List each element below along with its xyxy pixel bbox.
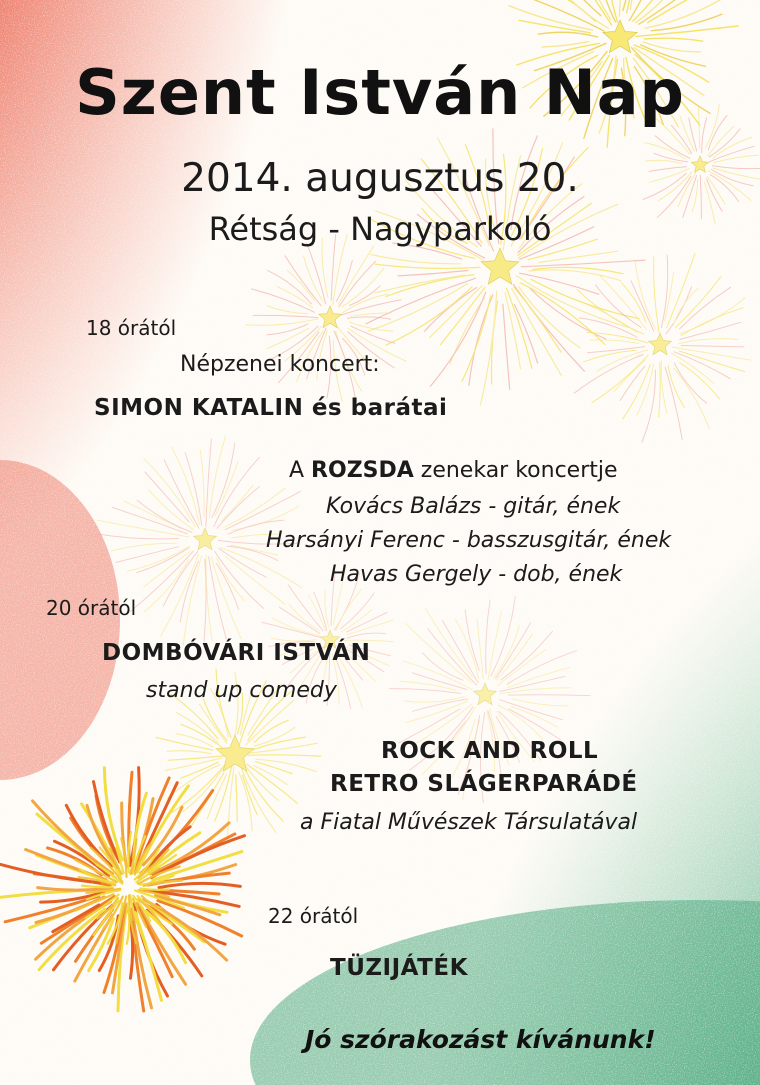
comedian-name: DOMBÓVÁRI ISTVÁN [102, 640, 371, 666]
fireworks-label: TÜZIJÁTÉK [330, 955, 468, 981]
time-18: 18 órától [86, 316, 177, 340]
comedy-subtitle: stand up comedy [146, 678, 337, 703]
folk-performer-name: SIMON KATALIN [94, 395, 304, 421]
folk-performer [94, 395, 447, 421]
band-member: Havas Gergely - dob, ének [330, 562, 623, 587]
closing-greeting: Jó szórakozást kívánunk! [305, 1025, 656, 1054]
rock-title-line2: RETRO SLÁGERPARÁDÉ [330, 771, 638, 797]
band-member: Kovács Balázs - gitár, ének [326, 494, 621, 519]
band-suffix: zenekar koncertje [413, 458, 618, 483]
folk-performer-suffix: és barátai [303, 395, 448, 421]
event-location: Rétság - Nagyparkoló [208, 210, 552, 248]
event-date: 2014. augusztus 20. [181, 156, 579, 201]
band-name: ROZSDA [311, 458, 414, 483]
band-concert [289, 458, 618, 483]
time-22: 22 órától [268, 904, 359, 928]
page-title: Szent István Nap [75, 56, 685, 129]
folk-concert-intro: Népzenei koncert: [180, 352, 380, 377]
band-prefix: A [289, 458, 312, 483]
rock-title-line1: ROCK AND ROLL [381, 738, 599, 764]
rock-performers: a Fiatal Művészek Társulatával [300, 810, 638, 835]
time-20: 20 órától [46, 596, 137, 620]
band-member: Harsányi Ferenc - basszusgitár, ének [266, 528, 672, 553]
